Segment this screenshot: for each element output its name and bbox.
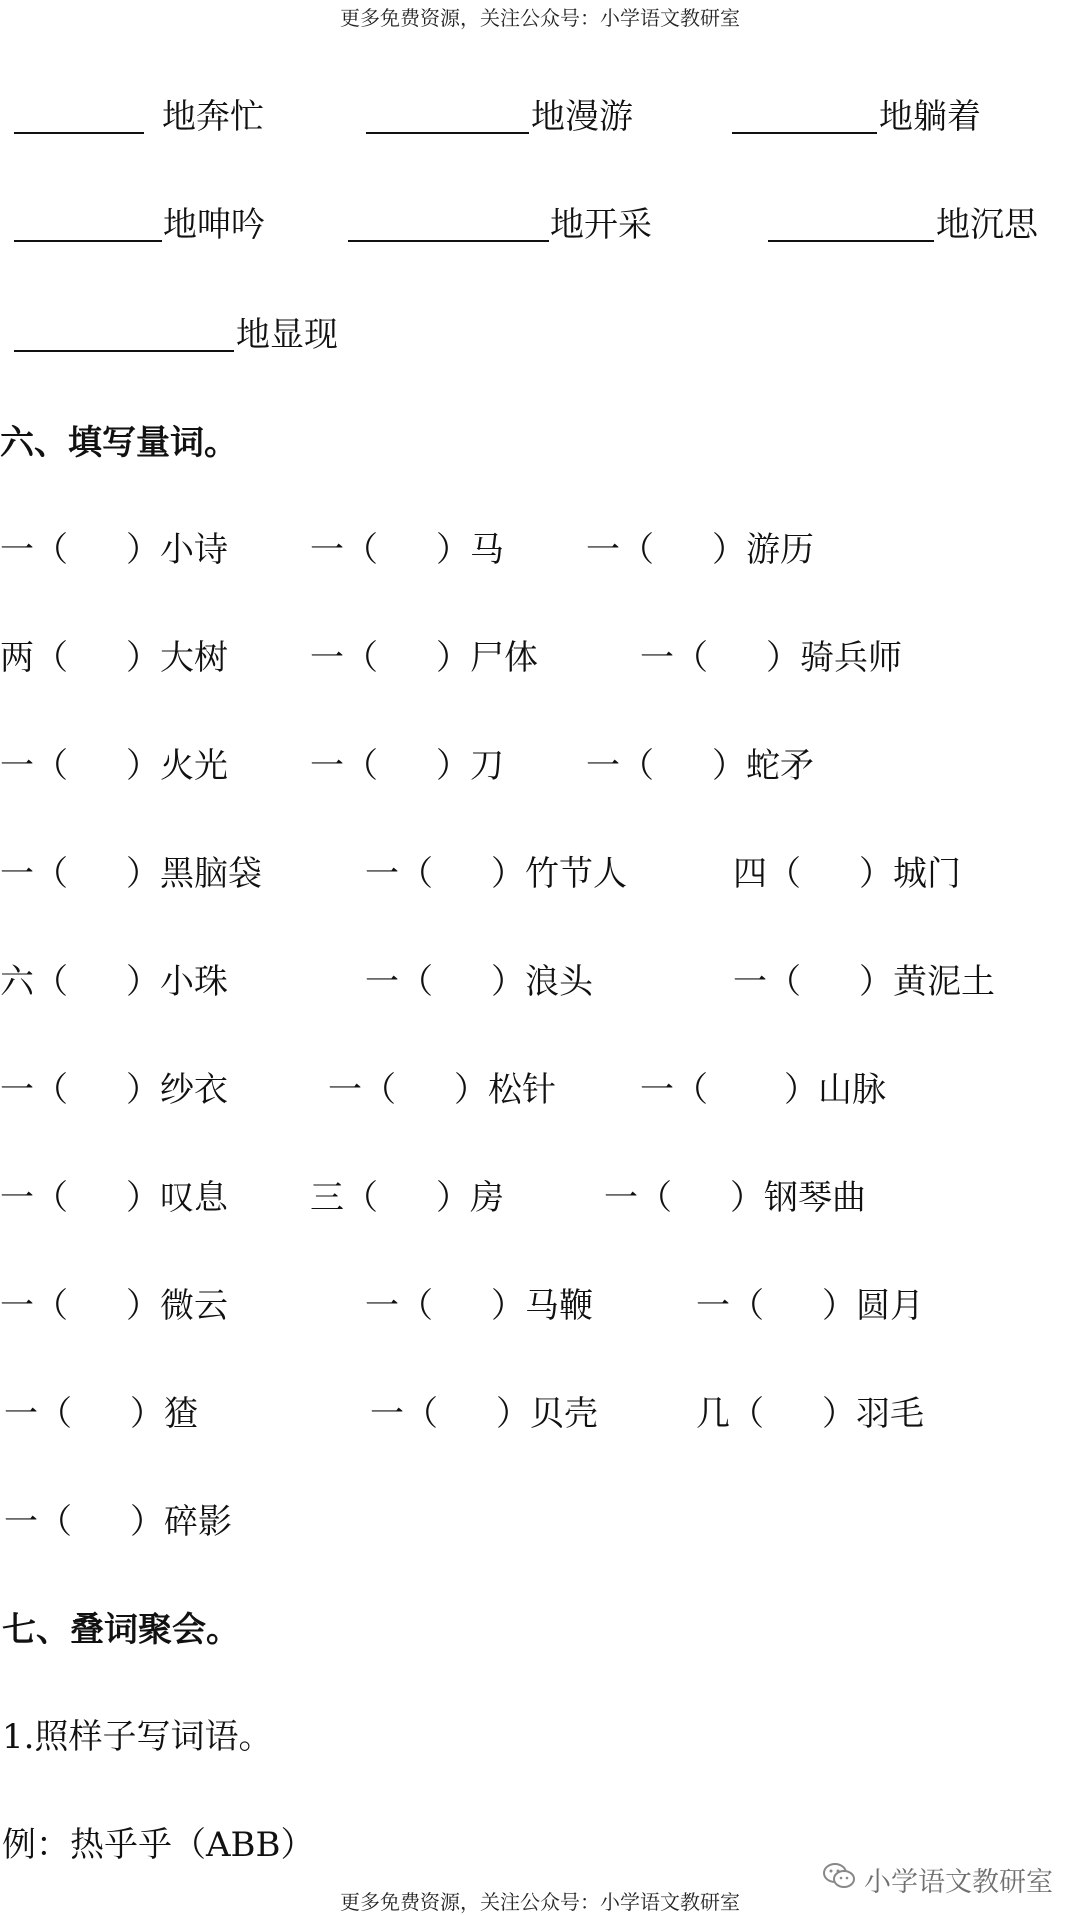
measure-word-suffix: ）小诗 <box>126 530 228 570</box>
adverb-phrase: 地显现 <box>236 315 338 355</box>
measure-word-prefix: 一（ <box>586 530 654 570</box>
measure-word-suffix: ）钢琴曲 <box>730 1178 866 1218</box>
measure-word-suffix: ）游历 <box>712 530 814 570</box>
measure-word-prefix: 一（ <box>370 1394 438 1434</box>
measure-word-suffix: ）房 <box>436 1178 504 1218</box>
measure-word-suffix: ）骑兵师 <box>766 638 902 678</box>
adverb-phrase: 地躺着 <box>879 97 981 137</box>
measure-word-suffix: ）黄泥土 <box>859 962 995 1002</box>
measure-word-prefix: 一（ <box>640 638 708 678</box>
measure-word-prefix: 一（ <box>604 1178 672 1218</box>
watermark-text: 小学语文教研室 <box>864 1867 1053 1898</box>
measure-word-suffix: ）小珠 <box>126 962 228 1002</box>
measure-word-prefix: 六（ <box>0 962 68 1002</box>
fill-blank[interactable] <box>14 132 144 134</box>
measure-word-suffix: ）竹节人 <box>491 854 627 894</box>
measure-word-suffix: ）羽毛 <box>822 1394 924 1434</box>
adverb-phrase: 地开采 <box>550 205 652 245</box>
measure-word-suffix: ）马鞭 <box>491 1286 593 1326</box>
adverb-phrase: 地沉思 <box>936 205 1038 245</box>
measure-word-suffix: ）蛇矛 <box>712 746 814 786</box>
measure-word-suffix: ）山脉 <box>784 1070 886 1110</box>
measure-word-prefix: 几（ <box>696 1394 764 1434</box>
measure-word-prefix: 一（ <box>365 854 433 894</box>
measure-word-prefix: 一（ <box>4 1502 72 1542</box>
measure-word-prefix: 两（ <box>0 638 68 678</box>
measure-word-suffix: ）碎影 <box>130 1502 232 1542</box>
fill-blank[interactable] <box>348 240 549 242</box>
measure-word-prefix: 一（ <box>328 1070 396 1110</box>
measure-word-prefix: 一（ <box>4 1394 72 1434</box>
fill-blank[interactable] <box>366 132 529 134</box>
fill-blank[interactable] <box>14 350 234 352</box>
measure-word-prefix: 一（ <box>733 962 801 1002</box>
measure-word-suffix: ）大树 <box>126 638 228 678</box>
measure-word-prefix: 一（ <box>640 1070 708 1110</box>
measure-word-suffix: ）猹 <box>130 1394 198 1434</box>
section-6-title: 六、填写量词。 <box>0 423 238 463</box>
measure-word-prefix: 一（ <box>310 638 378 678</box>
measure-word-suffix: ）城门 <box>859 854 961 894</box>
adverb-phrase: 地奔忙 <box>162 97 264 137</box>
measure-word-prefix: 一（ <box>310 746 378 786</box>
measure-word-suffix: ）浪头 <box>491 962 593 1002</box>
measure-word-prefix: 一（ <box>310 530 378 570</box>
measure-word-prefix: 一（ <box>365 1286 433 1326</box>
measure-word-suffix: ）贝壳 <box>496 1394 598 1434</box>
measure-word-prefix: 一（ <box>0 1178 68 1218</box>
measure-word-prefix: 三（ <box>310 1178 378 1218</box>
measure-word-prefix: 一（ <box>0 746 68 786</box>
measure-word-suffix: ）微云 <box>126 1286 228 1326</box>
measure-word-suffix: ）尸体 <box>436 638 538 678</box>
measure-word-prefix: 一（ <box>586 746 654 786</box>
measure-word-suffix: ）黑脑袋 <box>126 854 262 894</box>
measure-word-prefix: 一（ <box>0 530 68 570</box>
measure-word-suffix: ）火光 <box>126 746 228 786</box>
fill-blank[interactable] <box>768 240 934 242</box>
example-text: 例：热乎乎（ABB） <box>2 1825 315 1865</box>
measure-word-suffix: ）圆月 <box>822 1286 924 1326</box>
measure-word-prefix: 一（ <box>0 854 68 894</box>
adverb-phrase: 地漫游 <box>531 97 633 137</box>
measure-word-suffix: ）马 <box>436 530 504 570</box>
measure-word-prefix: 一（ <box>0 1286 68 1326</box>
measure-word-prefix: 一（ <box>0 1070 68 1110</box>
measure-word-prefix: 一（ <box>696 1286 764 1326</box>
page-footer: 更多免费资源，关注公众号：小学语文教研室 <box>340 1890 740 1914</box>
measure-word-prefix: 四（ <box>733 854 801 894</box>
fill-blank[interactable] <box>732 132 877 134</box>
measure-word-suffix: ）刀 <box>436 746 504 786</box>
fill-blank[interactable] <box>14 240 162 242</box>
exercise-instruction: 1.照样子写词语。 <box>2 1717 273 1757</box>
measure-word-suffix: ）纱衣 <box>126 1070 228 1110</box>
measure-word-suffix: ）叹息 <box>126 1178 228 1218</box>
section-7-title: 七、叠词聚会。 <box>2 1610 240 1650</box>
adverb-phrase: 地呻吟 <box>163 205 265 245</box>
page-header: 更多免费资源，关注公众号：小学语文教研室 <box>340 6 740 30</box>
measure-word-prefix: 一（ <box>365 962 433 1002</box>
measure-word-suffix: ）松针 <box>454 1070 556 1110</box>
